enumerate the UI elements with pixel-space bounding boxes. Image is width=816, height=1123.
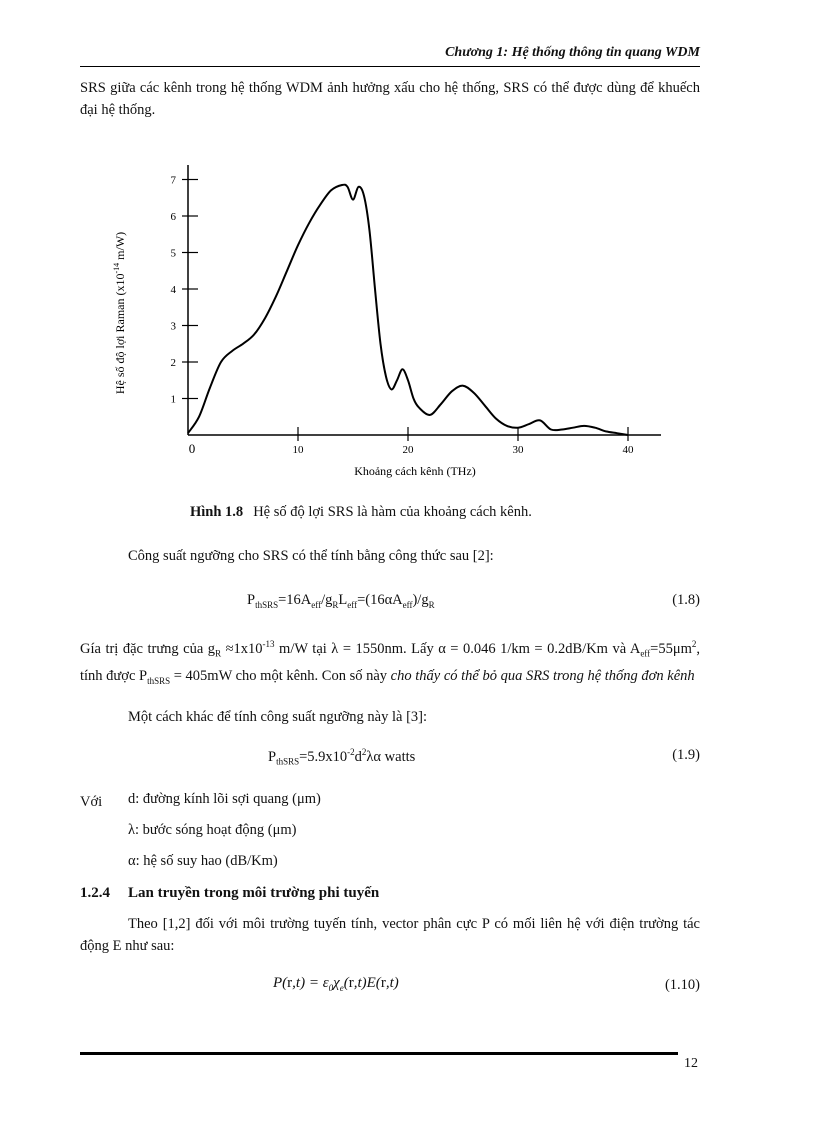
figure-caption-text: Hệ số độ lợi SRS là hàm của khoảng cách kênh.	[253, 504, 532, 520]
y-tick-label: 4	[170, 284, 176, 296]
figure-1-8	[100, 165, 680, 490]
equation-number-1-10: (1.10)	[664, 977, 700, 993]
equation-number-1-8: (1.8)	[672, 592, 700, 608]
raman-gain-curve	[188, 185, 628, 435]
equation-1-9: $P_{thSRS}=5.9x10^{-2}d^2\lambda\alpha$ watts	[268, 747, 416, 767]
y-tick-label: 7	[170, 174, 176, 187]
section-heading	[80, 885, 379, 902]
x-tick-label: 20	[402, 444, 414, 456]
figure-caption	[190, 504, 532, 521]
y-axis-label: Hệ số độ lợi Raman ($x10^{-14}$ m/W)	[112, 231, 127, 395]
variable-lambda: λ: bước sóng hoạt động (μm)	[128, 822, 297, 838]
footer-rule	[80, 1052, 678, 1055]
x-tick-label: 0	[188, 441, 196, 456]
section-title: Lan truyền trong môi trường phi tuyến	[128, 885, 380, 901]
variable-d: d: đường kính lõi sợi quang (μm)	[128, 791, 321, 807]
running-header: Chương 1: Hệ thống thông tin quang WDM	[445, 45, 700, 60]
x-tick-label: 40	[622, 444, 634, 456]
page-number: 12	[684, 1056, 698, 1071]
variable-alpha: α: hệ số suy hao (dB/Km)	[128, 853, 278, 869]
section-number: 1.2.4	[80, 885, 110, 901]
header-rule	[80, 66, 700, 67]
chart-marks	[188, 185, 628, 435]
y-tick-label: 3	[170, 320, 176, 333]
raman-gain-chart	[100, 165, 680, 485]
y-tick-label: 6	[170, 211, 176, 223]
y-tick-label: 2	[170, 357, 176, 369]
figure-label: Hình 1.8	[190, 504, 244, 520]
chart-axes	[171, 165, 662, 456]
x-axis-label: Khoảng cách kênh (THz)	[354, 464, 476, 478]
paragraph-threshold-intro: Công suất ngưỡng cho SRS có thể tính bằng công thức sau [2]:	[128, 548, 494, 564]
equation-1-10: $P(r,t) = \varepsilon_0\chi_e(r,t)E(r,t)$	[273, 975, 399, 993]
y-tick-label: 1	[170, 393, 176, 406]
equation-1-8: $P_{thSRS}=16A_{eff}/g_RL_{eff}=(16\alpha A_{eff})/g_R$	[247, 592, 435, 610]
where-label: Với	[80, 794, 103, 810]
paragraph-linear-medium: Theo [1,2] đối với môi trường tuyến tính, vector phân cực P có mối liên hệ với điện trường tác động E như sau:	[80, 916, 700, 954]
intro-paragraph: SRS giữa các kênh trong hệ thống WDM ảnh hưởng xấu cho hệ thống, SRS có thể được dùng để khuếch đại hệ thống.	[80, 80, 700, 118]
paragraph-alternative: Một cách khác để tính công suất ngưỡng này là [3]:	[128, 709, 427, 725]
paragraph-typical-values: Gía trị đặc trưng của $g_R \approx 1x10^{-13}$ m/W tại λ = 1550nm. Lấy α = 0.046 1/km = 0.2dB/Km và $A_{eff}=55\mu m^2$, tính được $P_{thSRS} = 405mW$ cho một kênh. Con số này cho thấy có thể bỏ qua SRS trong hệ thống đơn kênh	[80, 639, 700, 686]
x-tick-label: 30	[512, 444, 524, 456]
x-tick-label: 10	[292, 444, 304, 456]
equation-number-1-9: (1.9)	[672, 747, 700, 763]
y-tick-label: 5	[170, 247, 176, 260]
